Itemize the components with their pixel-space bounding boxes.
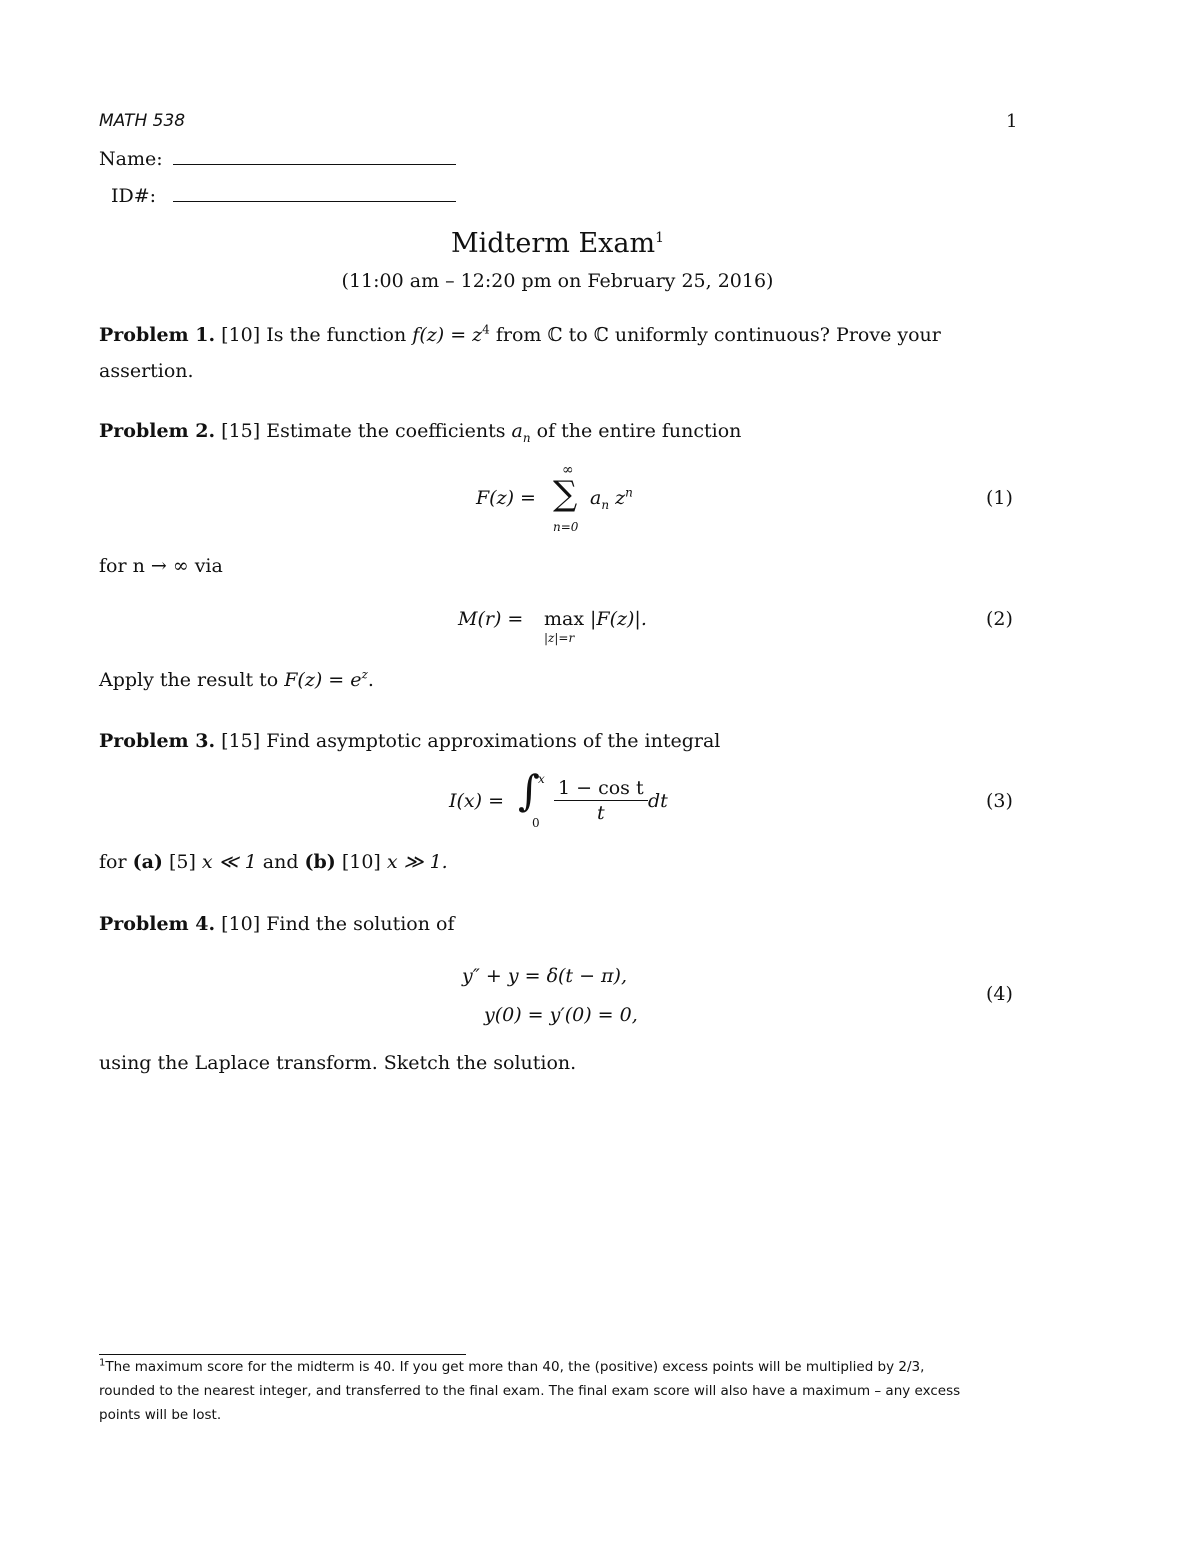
eq1-number: (1)	[986, 487, 1013, 509]
problem-2-apply-exp: z	[361, 667, 368, 682]
problem-2-pre: Estimate the coefficients	[266, 420, 506, 442]
problem-3-part-a: (a)	[132, 851, 163, 873]
eq1-term	[590, 485, 633, 512]
eq3-integral-lower: 0	[532, 816, 540, 830]
footnote-line-1	[99, 1355, 924, 1379]
eq3-integral-symbol: ∫	[518, 766, 540, 815]
eq4-line2: y(0) = y′(0) = 0,	[484, 1004, 638, 1026]
eq1-sum-top: ∞	[562, 462, 574, 478]
problem-3-points: [15]	[221, 730, 261, 752]
problem-2	[99, 414, 741, 449]
problem-3-and: and	[262, 851, 299, 873]
eq3-lhs: I(x) =	[449, 790, 505, 812]
eq2-max: max	[544, 608, 585, 630]
problem-1-func-exp: 4	[482, 322, 490, 337]
problem-4-pre: Find the solution of	[266, 913, 455, 935]
eq3-fraction-num: 1 − cos t	[554, 777, 648, 801]
problem-3-b-points: [10]	[341, 851, 381, 873]
eq1-lhs: F(z) =	[476, 487, 536, 509]
problem-2-for-text: for n → ∞ via	[99, 555, 223, 577]
eq2-lhs: M(r) =	[458, 608, 524, 630]
problem-2-apply-end: .	[367, 669, 374, 691]
problem-1-line1-rest: from ℂ to ℂ uniformly continuous? Prove your	[495, 324, 941, 346]
problem-1-label: Problem 1.	[99, 324, 216, 346]
footnote-line-1-text: The maximum score for the midterm is 40. If you get more than 40, the (positive) excess points will be multiplied by 2/3,	[105, 1359, 925, 1375]
title-footnote-mark: 1	[655, 230, 665, 246]
problem-4-label: Problem 4.	[99, 913, 216, 935]
problem-1	[99, 318, 941, 353]
problem-3-a-points: [5]	[168, 851, 196, 873]
eq2-rhs: |F(z)|.	[590, 608, 647, 630]
problem-3-b-cond: x ≫ 1.	[386, 851, 448, 873]
eq1-coef-sub: n	[601, 497, 610, 512]
problem-4-points: [10]	[221, 913, 261, 935]
problem-2-label: Problem 2.	[99, 420, 216, 442]
id-blank-line[interactable]	[173, 201, 456, 202]
problem-3-pre: Find asymptotic approximations of the integral	[266, 730, 721, 752]
problem-1-points: [10]	[221, 324, 261, 346]
problem-2-apply	[99, 663, 374, 698]
problem-2-post: of the entire function	[536, 420, 742, 442]
problem-3-label: Problem 3.	[99, 730, 216, 752]
eq3-fraction	[554, 777, 648, 824]
problem-1-line2: assertion.	[99, 360, 194, 382]
eq3-fraction-den: t	[596, 802, 605, 824]
id-label: ID#:	[111, 185, 157, 207]
name-blank-line[interactable]	[173, 164, 456, 165]
eq1-sum-symbol: ∑	[553, 474, 578, 514]
eq1-sum-bottom: n=0	[553, 520, 579, 534]
eq3-number: (3)	[986, 790, 1013, 812]
eq3-integral-upper: x	[538, 772, 545, 786]
problem-1-func: f(z) = z	[412, 324, 483, 346]
problem-2-apply-func: F(z) = e	[284, 669, 362, 691]
footnote-line-2: rounded to the nearest integer, and transferred to the final exam. The final exam score will also have a maximum – any excess	[99, 1383, 961, 1399]
eq4-number: (4)	[986, 983, 1013, 1005]
footnote-mark: 1	[99, 1357, 106, 1369]
problem-1-pre: Is the function	[266, 324, 407, 346]
problem-3-parts	[99, 845, 448, 880]
eq1-z-exp: n	[625, 485, 633, 500]
page-number: 1	[1006, 111, 1018, 132]
eq1-z: z	[615, 487, 626, 509]
footnote-line-3: points will be lost.	[99, 1407, 222, 1423]
eq3-dt: dt	[648, 790, 668, 812]
exam-title-text: Midterm Exam	[450, 228, 656, 259]
eq1-coef: a	[590, 487, 602, 509]
problem-2-coef: a	[511, 420, 523, 442]
problem-2-points: [15]	[221, 420, 261, 442]
name-label: Name:	[99, 148, 163, 170]
problem-3	[99, 724, 720, 759]
course-header: MATH 538	[99, 111, 186, 131]
eq2-max-sub: |z|=r	[544, 631, 575, 645]
problem-2-apply-text: Apply the result to	[99, 669, 279, 691]
problem-2-coef-sub: n	[522, 430, 531, 445]
eq2-number: (2)	[986, 608, 1013, 630]
eq4-line1: y″ + y = δ(t − π),	[462, 965, 627, 987]
problem-3-for: for	[99, 851, 127, 873]
problem-3-part-b: (b)	[304, 851, 336, 873]
problem-4	[99, 907, 455, 942]
exam-title	[0, 228, 1115, 259]
problem-4-post: using the Laplace transform. Sketch the solution.	[99, 1052, 577, 1074]
problem-3-a-cond: x ≪ 1	[201, 851, 257, 873]
exam-subtitle: (11:00 am – 12:20 pm on February 25, 2016)	[341, 270, 774, 292]
